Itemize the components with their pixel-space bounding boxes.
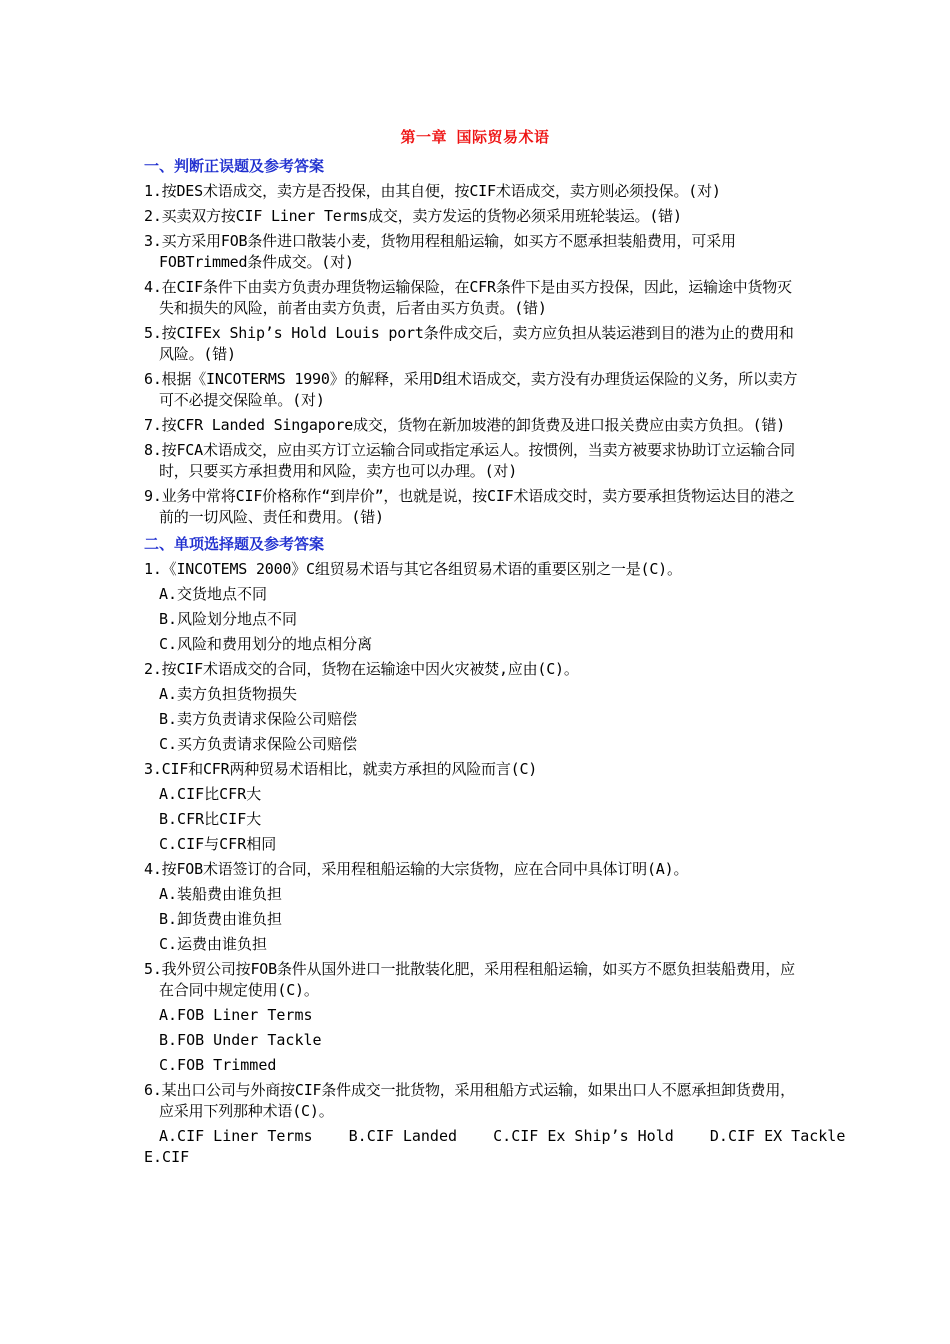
answer-option: C.FOB Trimmed bbox=[159, 1056, 277, 1074]
question-block bbox=[144, 859, 806, 955]
answer-option: A.装船费由谁负担 bbox=[159, 885, 283, 903]
answer-option: A.CIF比CFR大 bbox=[159, 785, 262, 803]
inline-options-row bbox=[144, 1126, 846, 1147]
section-heading-multiple-choice: 二、单项选择题及参考答案 bbox=[144, 535, 325, 553]
list-item: 7.按CFR Landed Singapore成交，货物在新加坡港的卸货费及进口报关费应由卖方负担。(错) bbox=[144, 416, 786, 434]
list-item: 8.按FCA术语成交，应由买方订立运输合同或指定承运人。按惯例，当卖方被要求协助订立运输合同时，只要买方承担费用和风险，卖方也可以办理。(对) bbox=[144, 441, 795, 480]
answer-option: C.风险和费用划分的地点相分离 bbox=[159, 635, 373, 653]
answer-option: C.买方负责请求保险公司赔偿 bbox=[159, 735, 358, 753]
question-block bbox=[144, 559, 806, 655]
true-false-list bbox=[144, 181, 806, 528]
question-stem: 5.我外贸公司按FOB条件从国外进口一批散装化肥，采用程租船运输，如买方不愿负担装船费用，应在合同中规定使用(C)。 bbox=[144, 960, 795, 999]
question-block bbox=[144, 1080, 846, 1168]
answer-option: B.CIF Landed bbox=[348, 1127, 458, 1145]
question-stem: 6.某出口公司与外商按CIF条件成交一批货物，采用租船方式运输，如果出口人不愿承担卸货费用，应采用下列那种术语(C)。 bbox=[144, 1081, 795, 1120]
answer-option: B.卸货费由谁负担 bbox=[159, 910, 283, 928]
question-stem: 1.《INCOTEMS 2000》C组贸易术语与其它各组贸易术语的重要区别之一是(C)。 bbox=[144, 560, 682, 578]
question-stem: 4.按FOB术语签订的合同，采用程租船运输的大宗货物，应在合同中具体订明(A)。 bbox=[144, 860, 689, 878]
list-item: 6.根据《INCOTERMS 1990》的解释，采用D组术语成交，卖方没有办理货运保险的义务，所以卖方可不必提交保险单。(对) bbox=[144, 370, 798, 409]
answer-option: C.CIF Ex Ship’s Hold bbox=[493, 1127, 674, 1145]
question-stem: 2.按CIF术语成交的合同，货物在运输途中因火灾被焚,应由(C)。 bbox=[144, 660, 579, 678]
answer-option: B.FOB Under Tackle bbox=[159, 1031, 322, 1049]
answer-option: A.CIF Liner Terms bbox=[159, 1127, 313, 1145]
chapter-title: 第一章 国际贸易术语 bbox=[400, 128, 550, 146]
question-stem: 3.CIF和CFR两种贸易术语相比，就卖方承担的风险而言(C) bbox=[144, 760, 538, 778]
answer-option: B.卖方负责请求保险公司赔偿 bbox=[159, 710, 358, 728]
answer-option: B.CFR比CIF大 bbox=[159, 810, 262, 828]
question-block bbox=[144, 659, 806, 755]
question-block bbox=[144, 759, 806, 855]
answer-option: D.CIF EX Tackle bbox=[709, 1127, 846, 1145]
list-item: 3.买方采用FOB条件进口散装小麦，货物用程租船运输，如买方不愿承担装船费用，可采用FOBTrimmed条件成交。(对) bbox=[144, 232, 736, 271]
answer-option: A.卖方负担货物损失 bbox=[159, 685, 298, 703]
list-item: 1.按DES术语成交，卖方是否投保，由其自便，按CIF术语成交，卖方则必须投保。(对) bbox=[144, 182, 721, 200]
section-heading-true-false: 一、判断正误题及参考答案 bbox=[144, 157, 325, 175]
answer-option: C.CIF与CFR相同 bbox=[159, 835, 277, 853]
answer-option: C.运费由谁负担 bbox=[159, 935, 268, 953]
list-item: 9.业务中常将CIF价格称作“到岸价”，也就是说，按CIF术语成交时，卖方要承担货物运达目的港之前的一切风险、责任和费用。(错) bbox=[144, 487, 795, 526]
question-block bbox=[144, 959, 806, 1076]
list-item: 4.在CIF条件下由卖方负责办理货物运输保险，在CFR条件下是由买方投保，因此，运输途中货物灭失和损失的风险，前者由卖方负责，后者由买方负责。(错) bbox=[144, 278, 792, 317]
answer-option: A.交货地点不同 bbox=[159, 585, 268, 603]
list-item: 5.按CIFEx Ship’s Hold Louis port条件成交后，卖方应负担从装运港到目的港为止的费用和风险。(错) bbox=[144, 324, 794, 363]
answer-option: E.CIF bbox=[144, 1148, 190, 1166]
multiple-choice-list bbox=[144, 559, 846, 1168]
answer-option: A.FOB Liner Terms bbox=[159, 1006, 313, 1024]
list-item: 2.买卖双方按CIF Liner Terms成交，卖方发运的货物必须采用班轮装运。(错) bbox=[144, 207, 682, 225]
answer-option: B.风险划分地点不同 bbox=[159, 610, 298, 628]
